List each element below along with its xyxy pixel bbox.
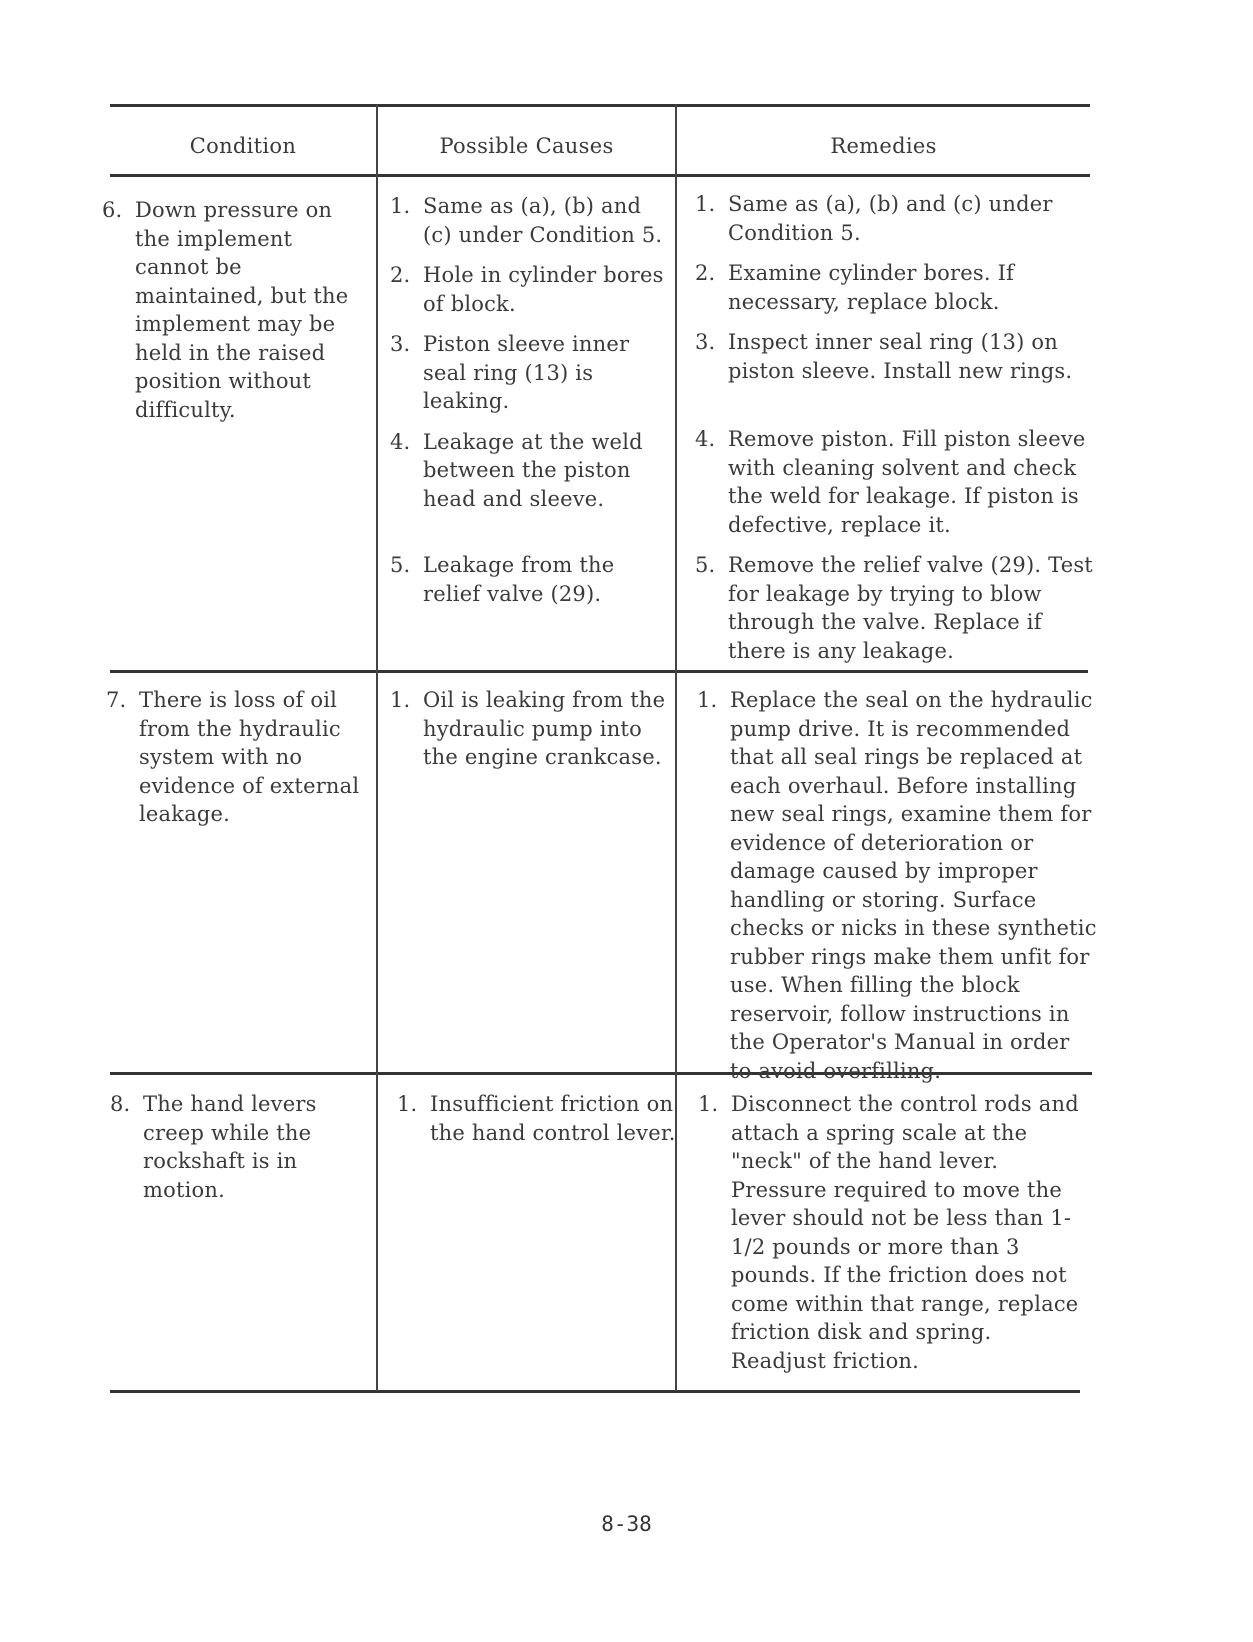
remedy-number: 1. bbox=[695, 192, 716, 216]
cause-number: 2. bbox=[390, 263, 411, 287]
remedy-number: 1. bbox=[698, 1092, 719, 1116]
remedy-item bbox=[695, 190, 1095, 247]
condition-number: 6. bbox=[102, 198, 123, 222]
table-bottom-rule bbox=[110, 1390, 1080, 1393]
causes-cell bbox=[390, 686, 674, 782]
remedy-item bbox=[695, 328, 1095, 385]
cause-text: Oil is leaking from the hydraulic pump into the engine crankcase. bbox=[423, 688, 666, 769]
column-divider bbox=[376, 104, 378, 1391]
troubleshooting-table bbox=[102, 104, 1140, 1464]
cause-number: 4. bbox=[390, 429, 411, 454]
cause-text: Insufficient friction on the hand control lever. bbox=[430, 1092, 676, 1145]
remedy-item bbox=[695, 551, 1095, 665]
condition-number: 8. bbox=[110, 1092, 131, 1116]
cause-item bbox=[390, 330, 672, 416]
remedy-number: 2. bbox=[695, 261, 716, 285]
remedy-number: 4. bbox=[695, 427, 716, 451]
remedy-number: 1. bbox=[697, 688, 718, 712]
cause-item bbox=[397, 1090, 677, 1147]
remedy-number: 3. bbox=[695, 330, 716, 354]
cause-item bbox=[390, 261, 672, 318]
cause-number: 1. bbox=[390, 688, 411, 712]
causes-cell bbox=[397, 1090, 677, 1157]
remedy-text: Disconnect the control rods and attach a spring scale at the "neck" of the hand lever. Pressure required to move the lever should not be less than 1-1/2 pounds or more than 3 pounds. If the friction does not come within that range, replace friction disk and spring. Readjust friction. bbox=[731, 1092, 1079, 1373]
condition-text: Down pressure on the implement cannot be maintained, but the implement may be held in the raised position without difficulty. bbox=[135, 198, 349, 422]
cause-text: Hole in cylinder bores of block. bbox=[423, 263, 664, 316]
condition-cell bbox=[110, 1090, 370, 1204]
remedy-text: Inspect inner seal ring (13) on piston sleeve. Install new rings. bbox=[728, 330, 1073, 383]
header-remedies: Remedies bbox=[830, 134, 937, 158]
remedy-item bbox=[697, 686, 1097, 1085]
remedy-number: 5. bbox=[695, 553, 716, 577]
condition-number: 7. bbox=[106, 688, 127, 712]
remedy-text: Replace the seal on the hydraulic pump drive. It is recommended that all seal rings be replaced at each overhaul. Before installing new seal rings, examine them for evidence of deterioration or damage caused by improper handling or storing. Surface checks or nicks in these synthetic rubber rings make them unfit for use. When filling the block reservoir, follow instructions in the Operator's Manual in order to avoid overfilling. bbox=[730, 688, 1097, 1083]
cause-item bbox=[390, 686, 674, 772]
cause-text: Piston sleeve inner seal ring (13) is leaking. bbox=[423, 332, 630, 413]
cause-number: 1. bbox=[397, 1092, 418, 1116]
table-top-rule bbox=[110, 104, 1090, 107]
cause-item bbox=[390, 192, 672, 249]
condition-cell bbox=[106, 686, 370, 829]
header-condition: Condition bbox=[189, 134, 297, 158]
remedies-cell bbox=[698, 1090, 1093, 1385]
condition-item bbox=[110, 1090, 370, 1204]
cause-text: Leakage from the relief valve (29). bbox=[423, 553, 615, 606]
remedy-text: Remove piston. Fill piston sleeve with cleaning solvent and check the weld for leakage. If piston is defective, replace it. bbox=[728, 427, 1086, 537]
cause-item bbox=[390, 551, 672, 608]
condition-cell bbox=[102, 196, 370, 424]
header-possible-causes: Possible Causes bbox=[439, 134, 614, 158]
remedy-text: Remove the relief valve (29). Test for leakage by trying to blow through the valve. Replace if there is any leakage. bbox=[728, 553, 1093, 663]
cause-number: 5. bbox=[390, 553, 411, 577]
cause-number: 1. bbox=[390, 194, 411, 218]
remedy-item bbox=[698, 1090, 1093, 1375]
condition-item bbox=[102, 196, 370, 424]
page-number: 8-38 bbox=[601, 1512, 652, 1536]
header-bottom-rule bbox=[110, 174, 1090, 177]
cause-number: 3. bbox=[390, 332, 411, 356]
remedy-item bbox=[695, 259, 1095, 316]
condition-text: There is loss of oil from the hydraulic system with no evidence of external leakage. bbox=[139, 688, 360, 826]
remedy-item bbox=[695, 425, 1095, 539]
causes-cell bbox=[390, 192, 672, 618]
condition-item bbox=[106, 686, 370, 829]
remedy-text: Same as (a), (b) and (c) under Condition 5. bbox=[728, 192, 1053, 245]
remedies-cell bbox=[695, 190, 1095, 675]
cause-item bbox=[390, 428, 672, 514]
column-divider bbox=[675, 104, 677, 1391]
condition-text: The hand levers creep while the rockshaft is in motion. bbox=[143, 1092, 317, 1202]
remedies-cell bbox=[697, 686, 1097, 1095]
cause-text: Leakage at the weld between the piston head and sleeve. bbox=[423, 429, 643, 511]
remedy-text: Examine cylinder bores. If necessary, replace block. bbox=[728, 261, 1015, 314]
cause-text: Same as (a), (b) and (c) under Condition 5. bbox=[423, 194, 663, 247]
